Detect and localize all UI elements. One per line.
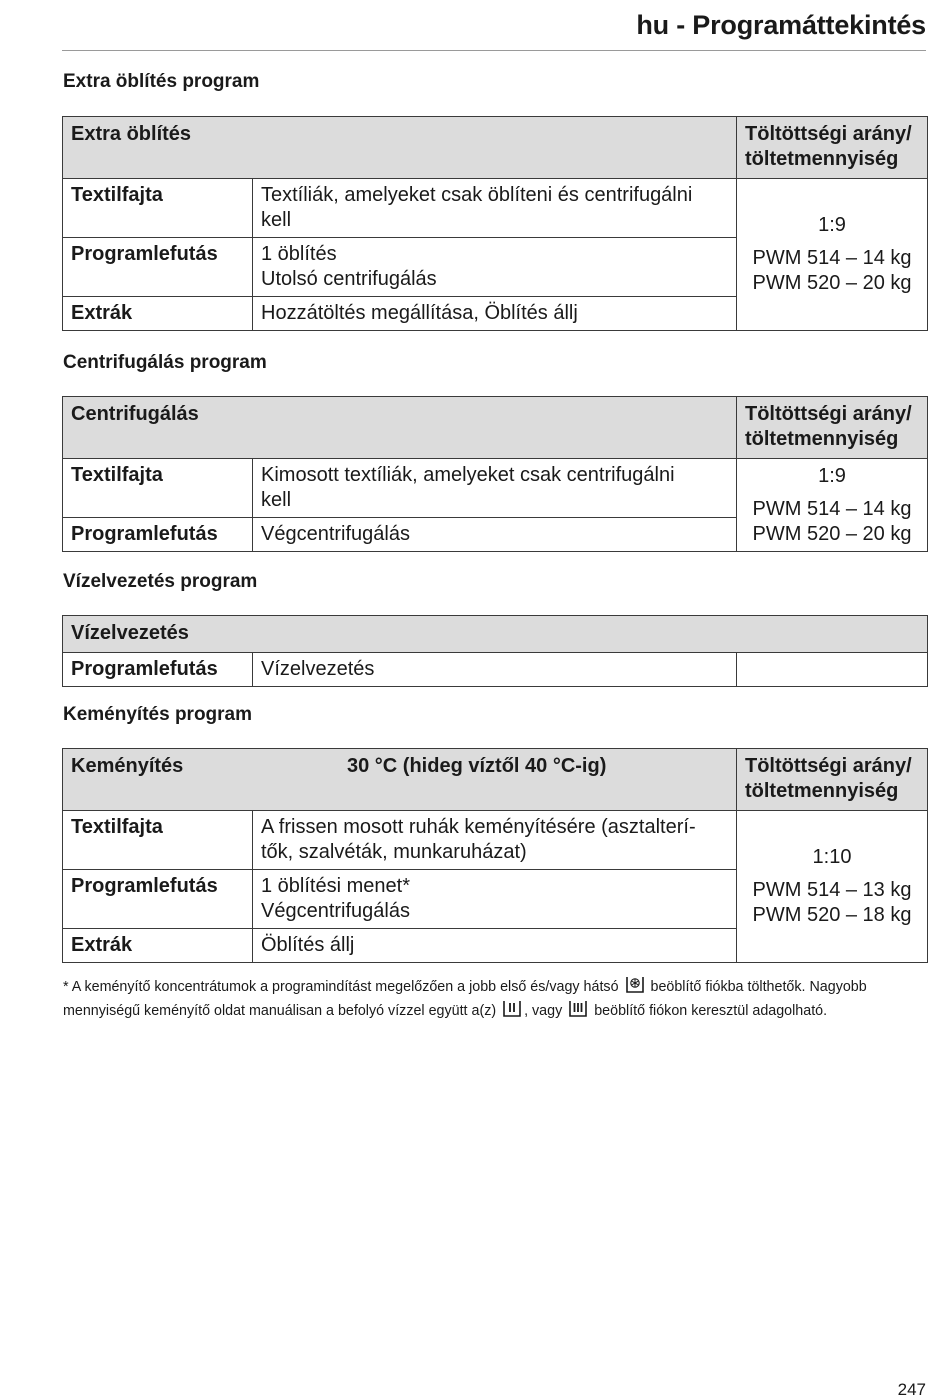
header-divider: [62, 50, 926, 51]
softener-compartment-icon: [625, 976, 645, 1000]
table-header-load: Töltöttségi arány/ töltetmennyiség: [737, 117, 928, 179]
row-label-sequence: Programlefutás: [63, 870, 253, 929]
load-capacity: PWM 514 – 13 kg PWM 520 – 18 kg: [752, 879, 912, 926]
table-header-program: Vízelvezetés: [63, 616, 928, 653]
row-value-extras: Öblítés állj: [253, 929, 737, 963]
load-ratio: 1:9: [818, 214, 846, 236]
load-cell: [737, 459, 928, 552]
load-capacity: PWM 514 – 14 kg PWM 520 – 20 kg: [752, 247, 912, 294]
row-label-sequence: Programlefutás: [63, 653, 253, 687]
footnote-text-2: beöblítő fiókba tölthetők. Nagyobb mennyiségű keményítő oldat manuálisan a befolyó vízzel együtt a(z): [63, 979, 867, 1019]
row-value-textile: Textíliák, amelyeket csak öblíteni és centrifugálni kell: [253, 179, 737, 238]
table-header-temperature: 30 °C (hideg víztől 40 °C-ig): [347, 755, 607, 777]
empty-load-cell: [737, 653, 928, 687]
row-value-sequence: Végcentrifugálás: [253, 518, 737, 552]
row-label-textile: Textilfajta: [63, 459, 253, 518]
row-value-sequence: 1 öblítés Utolsó centrifugálás: [253, 238, 737, 297]
section-title-extra-rinse: Extra öblítés program: [63, 71, 260, 92]
table-header-program-cell: [63, 749, 737, 811]
program-table-drain: [62, 615, 928, 687]
page-number: 247: [897, 1380, 926, 1399]
compartment-iii-icon: [568, 1000, 588, 1024]
table-header-program: Keményítés: [71, 755, 184, 777]
row-label-textile: Textilfajta: [63, 811, 253, 870]
row-label-extras: Extrák: [63, 297, 253, 331]
load-capacity: PWM 514 – 14 kg PWM 520 – 20 kg: [752, 497, 912, 545]
load-cell: [737, 811, 928, 963]
program-table-starch: [62, 748, 928, 963]
table-header-program: Extra öblítés: [63, 117, 737, 179]
load-ratio: 1:10: [812, 846, 852, 868]
table-header-load: Töltöttségi arány/ töltetmennyiség: [737, 397, 928, 459]
page-header-title: hu - Programáttekintés: [636, 10, 926, 40]
section-title-starch: Keményítés program: [63, 704, 253, 725]
row-value-sequence: Vízelvezetés: [253, 653, 737, 687]
program-table-spin: [62, 396, 928, 552]
compartment-ii-icon: [502, 1000, 522, 1024]
row-label-sequence: Programlefutás: [63, 518, 253, 552]
footnote-text-4: beöblítő fiókon keresztül adagolható.: [594, 1003, 828, 1019]
footnote: [63, 976, 927, 1024]
row-value-textile: A frissen mosott ruhák keményítésére (asztalterí- tők, szalvéták, munkaruházat): [253, 811, 737, 870]
section-title-spin: Centrifugálás program: [63, 352, 267, 373]
load-ratio: 1:9: [818, 464, 846, 487]
table-header-program: Centrifugálás: [63, 397, 737, 459]
program-table-extra-rinse: [62, 116, 928, 331]
row-value-sequence: 1 öblítési menet* Végcentrifugálás: [253, 870, 737, 929]
row-value-textile: Kimosott textíliák, amelyeket csak centrifugálni kell: [253, 459, 737, 518]
footnote-text-3: , vagy: [524, 1003, 563, 1019]
table-header-load: Töltöttségi arány/ töltetmennyiség: [737, 749, 928, 811]
load-cell: [737, 179, 928, 331]
row-value-extras: Hozzátöltés megállítása, Öblítés állj: [253, 297, 737, 331]
row-label-textile: Textilfajta: [63, 179, 253, 238]
footnote-text-1: * A keményítő koncentrátumok a programindítást megelőzően a jobb első és/vagy hátsó: [63, 979, 619, 995]
row-label-extras: Extrák: [63, 929, 253, 963]
section-title-drain: Vízelvezetés program: [63, 571, 258, 592]
row-label-sequence: Programlefutás: [63, 238, 253, 297]
